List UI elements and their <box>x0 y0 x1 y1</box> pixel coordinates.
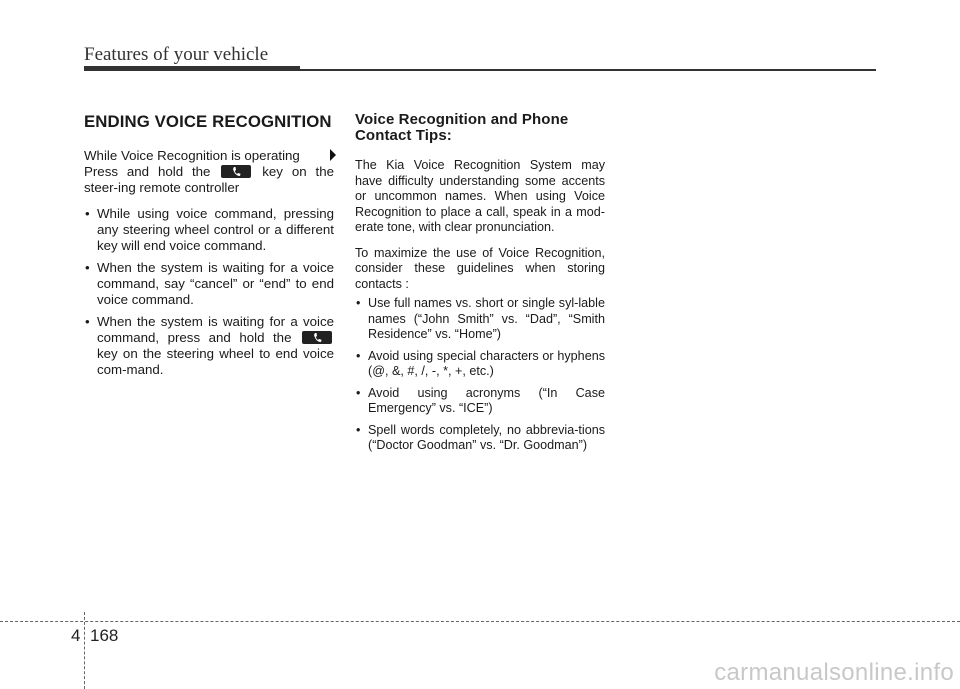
header-bar-thick <box>84 66 300 71</box>
section-heading-ending: ENDING VOICE RECOGNITION <box>84 112 332 131</box>
talk-key-icon <box>302 331 332 344</box>
right-column <box>355 112 605 460</box>
left-column <box>84 112 334 384</box>
chapter-number: 4 <box>71 626 81 645</box>
list-item: • When the system is waiting for a voice command, say “cancel” or “end” to end voice command. <box>84 260 334 308</box>
bullet3-text-1: When the system is waiting for a voice command, press and hold the <box>97 314 334 345</box>
right-bullet-list <box>355 296 605 454</box>
bullet3-text-2: key on the steering wheel to end voice com-mand. <box>97 346 334 377</box>
section-heading-tips: Voice Recognition and Phone Contact Tips: <box>355 111 569 144</box>
left-bullet-list <box>84 206 334 378</box>
tips-paragraph-1: The Kia Voice Recognition System may have difficulty understanding some accents or uncommon names. When using Voice Recognition to place a call, speak in a mod-erate tone, with clear pronunciation. <box>355 158 605 234</box>
list-item: • Avoid using acronyms (“In Case Emergency” vs. “ICE”) <box>355 386 605 417</box>
list-item: • Avoid using special characters or hyphens (@, &, #, /, -, *, +, etc.) <box>355 349 605 380</box>
intro-text-2: Press and hold the <box>84 164 211 179</box>
intro-text-3: key on the steer-ing remote controller <box>84 164 334 195</box>
list-item: • While using voice command, pressing any steering wheel control or a different key will end voice command. <box>84 206 334 254</box>
list-item: • Use full names vs. short or single syl-lable names (“John Smith” vs. “Dad”, “Smith Residence” vs. “Home”) <box>355 296 605 343</box>
play-arrow-icon <box>330 149 336 161</box>
footer-divider <box>84 612 85 689</box>
talk-key-icon <box>221 165 251 178</box>
footer-rule <box>0 621 960 622</box>
list-item <box>84 314 334 378</box>
header-bar-thin <box>300 69 876 71</box>
intro-text-1: While Voice Recognition is operating <box>84 148 300 163</box>
list-item: • Spell words completely, no abbrevia-tions (“Doctor Goodman” vs. “Dr. Goodman”) <box>355 423 605 454</box>
page-header-title: Features of your vehicle <box>84 44 269 65</box>
intro-paragraph <box>84 148 334 196</box>
tips-paragraph-2: To maximize the use of Voice Recognition, consider these guidelines when storing contacts : <box>355 245 605 291</box>
page-number: 168 <box>90 626 119 645</box>
watermark: carmanualsonline.info <box>714 659 954 686</box>
